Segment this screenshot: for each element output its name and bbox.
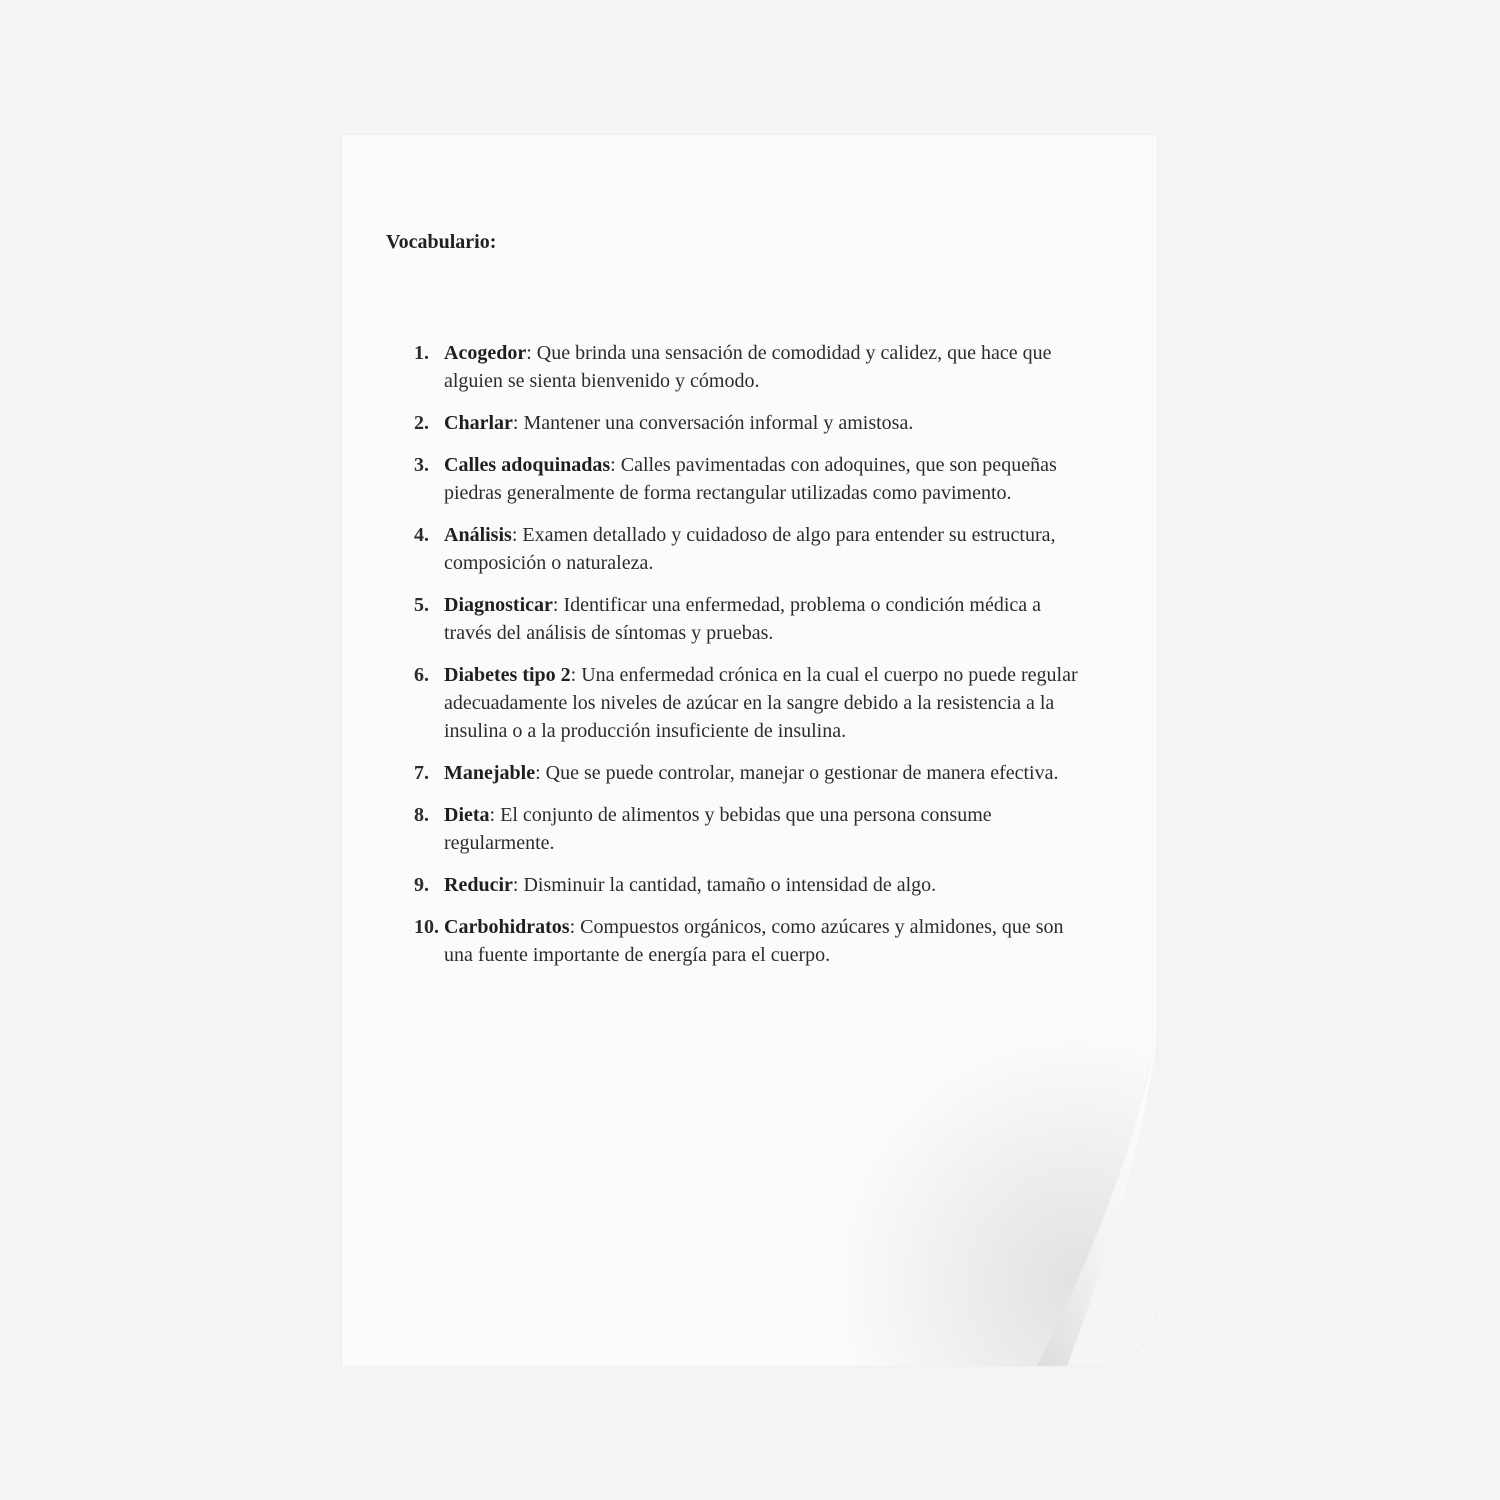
list-item xyxy=(414,591,1084,647)
item-term: Manejable xyxy=(444,762,536,784)
item-term: Diabetes tipo 2 xyxy=(444,664,571,686)
list-item xyxy=(414,871,1084,899)
item-definition: : Mantener una conversación informal y amistosa. xyxy=(512,412,914,434)
page-curl-decoration xyxy=(837,1036,1157,1366)
vocabulary-list xyxy=(414,339,1084,983)
list-item xyxy=(414,451,1084,507)
item-term: Charlar xyxy=(444,412,513,434)
item-definition: : El conjunto de alimentos y bebidas que una persona consume regularmente. xyxy=(444,804,992,854)
item-definition: : Una enfermedad crónica en la cual el cuerpo no puede regular adecuadamente los niveles de azúcar en la sangre debido a la resistencia a la insulina o a la producción insuficiente de insulina. xyxy=(444,664,1078,742)
item-number: 3. xyxy=(414,454,429,476)
item-number: 1. xyxy=(414,342,429,364)
item-term: Calles adoquinadas xyxy=(444,454,611,476)
item-number: 2. xyxy=(414,412,429,434)
paper-sheet xyxy=(342,135,1157,1366)
item-definition: : Examen detallado y cuidadoso de algo para entender su estructura, composición o naturaleza. xyxy=(444,524,1056,574)
item-number: 6. xyxy=(414,664,429,686)
item-number: 9. xyxy=(414,874,429,896)
item-definition: : Calles pavimentadas con adoquines, que son pequeñas piedras generalmente de forma rectangular utilizadas como pavimento. xyxy=(444,454,1057,504)
list-item xyxy=(414,913,1084,969)
list-item xyxy=(414,759,1084,787)
item-number: 8. xyxy=(414,804,429,826)
item-term: Reducir xyxy=(444,874,513,896)
item-term: Acogedor xyxy=(444,342,527,364)
list-item xyxy=(414,521,1084,577)
item-term: Carbohidratos xyxy=(444,916,570,938)
item-definition: : Disminuir la cantidad, tamaño o intensidad de algo. xyxy=(512,874,937,896)
item-term: Dieta xyxy=(444,804,490,826)
item-number: 7. xyxy=(414,762,429,784)
document-heading: Vocabulario: xyxy=(386,231,497,253)
item-number: 5. xyxy=(414,594,429,616)
item-definition: : Que se puede controlar, manejar o gestionar de manera efectiva. xyxy=(535,762,1059,784)
list-item xyxy=(414,339,1084,395)
list-item xyxy=(414,801,1084,857)
item-definition: : Que brinda una sensación de comodidad y calidez, que hace que alguien se sienta bienvenido y cómodo. xyxy=(444,342,1052,392)
list-item xyxy=(414,409,1084,437)
item-number: 4. xyxy=(414,524,429,546)
item-term: Análisis xyxy=(444,524,512,546)
item-term: Diagnosticar xyxy=(444,594,553,616)
item-definition: : Identificar una enfermedad, problema o condición médica a través del análisis de síntomas y pruebas. xyxy=(444,594,1042,644)
list-item xyxy=(414,661,1084,745)
item-number: 10. xyxy=(414,916,439,938)
item-definition: : Compuestos orgánicos, como azúcares y almidones, que son una fuente importante de energía para el cuerpo. xyxy=(444,916,1064,966)
